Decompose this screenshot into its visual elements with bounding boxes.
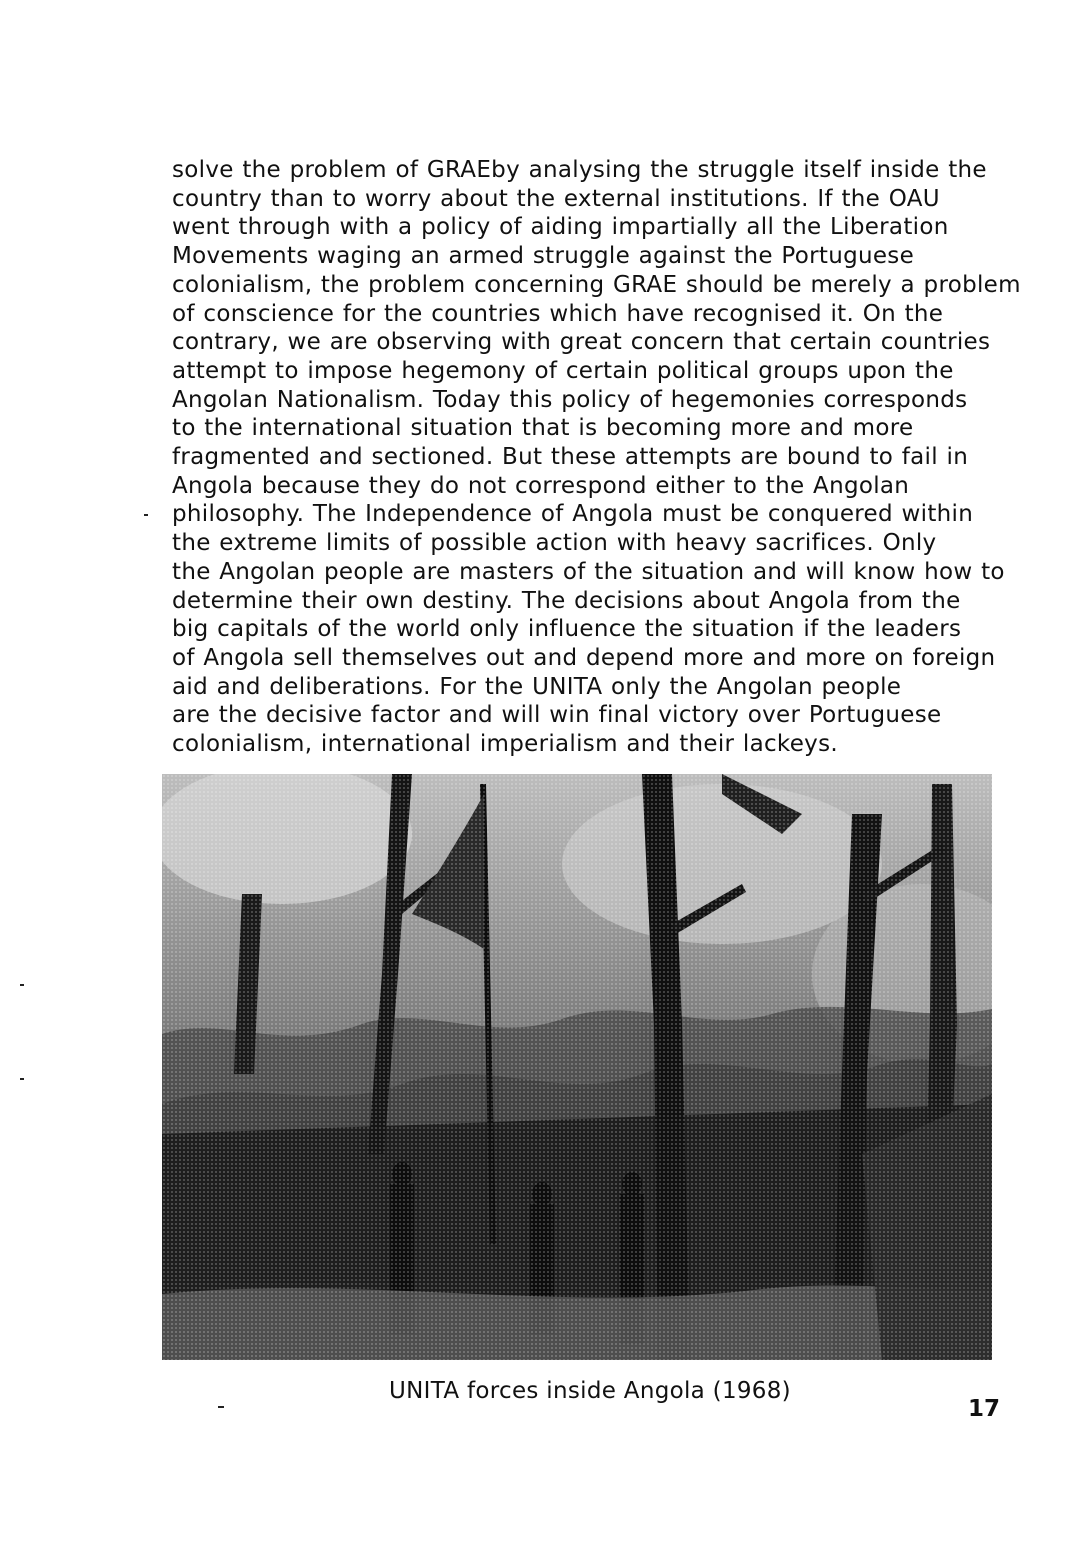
text-line: fragmented and sectioned. But these attempts are bound to fail in	[172, 444, 969, 471]
margin-mark	[218, 1406, 224, 1408]
text-line: are the decisive factor and will win final victory over Portuguese	[172, 702, 942, 729]
text-line: to the international situation that is becoming more and more	[172, 415, 914, 442]
text-line: Angolan Nationalism. Today this policy of hegemonies corresponds	[172, 386, 968, 413]
photo-caption: UNITA forces inside Angola (1968)	[389, 1378, 791, 1404]
text-line: Movements waging an armed struggle against the Portuguese	[172, 243, 915, 270]
text-line: the extreme limits of possible action with heavy sacrifices. Only	[172, 530, 937, 557]
page-number: 17	[968, 1396, 1001, 1422]
text-line: the Angolan people are masters of the situation and will know how to	[172, 558, 1005, 585]
text-line: country than to worry about the external institutions. If the OAU	[172, 185, 940, 212]
margin-mark	[144, 514, 148, 516]
text-line: aid and deliberations. For the UNITA only the Angolan people	[172, 673, 902, 700]
photo-forest-scene	[162, 774, 992, 1360]
photograph	[162, 774, 992, 1360]
text-line: solve the problem of GRAEby analysing the struggle itself inside the	[172, 157, 987, 183]
margin-mark	[20, 1078, 24, 1080]
text-line: went through with a policy of aiding impartially all the Liberation	[172, 214, 949, 241]
margin-mark	[20, 984, 24, 986]
text-line: big capitals of the world only influence the situation if the leaders	[172, 616, 962, 643]
text-line: contrary, we are observing with great concern that certain countries	[172, 329, 991, 356]
text-line: determine their own destiny. The decisions about Angola from the	[172, 587, 961, 614]
text-line: of Angola sell themselves out and depend more and more on foreign	[172, 644, 996, 671]
text-line: Angola because they do not correspond either to the Angolan	[172, 472, 910, 499]
text-line: philosophy. The Independence of Angola must be conquered within	[172, 501, 974, 528]
text-line: of conscience for the countries which have recognised it. On the	[172, 300, 944, 327]
text-line: colonialism, international imperialism and their lackeys.	[172, 731, 838, 758]
text-line: colonialism, the problem concerning GRAE should be merely a problem	[172, 271, 1021, 298]
body-paragraph	[172, 156, 1052, 759]
text-line: attempt to impose hegemony of certain political groups upon the	[172, 357, 954, 384]
